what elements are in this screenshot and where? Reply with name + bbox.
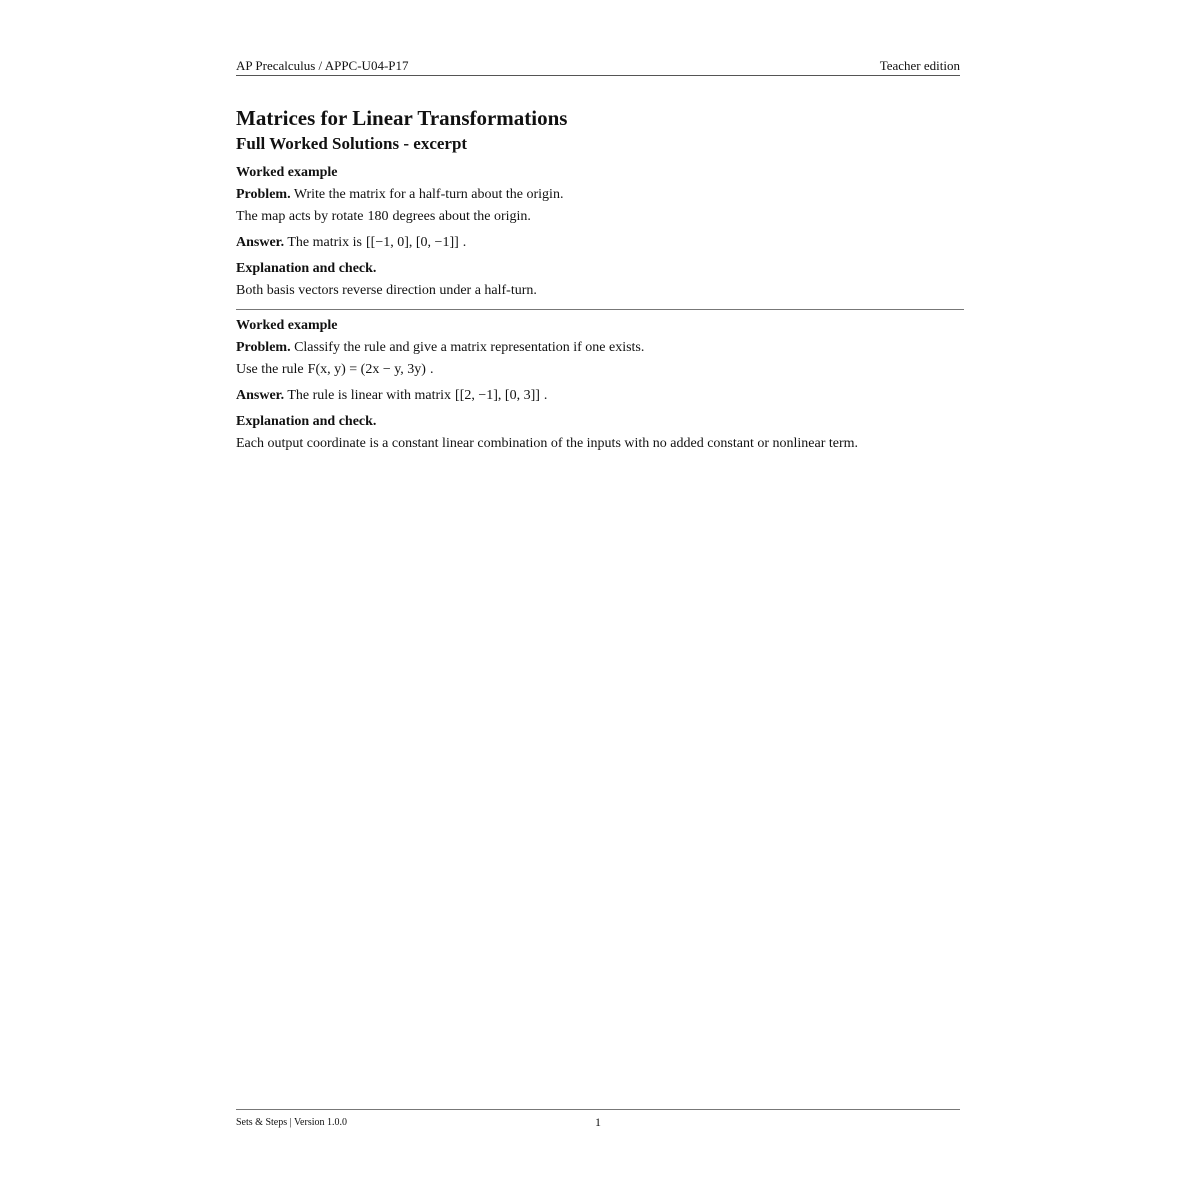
problem-text: Classify the rule and give a matrix representation if one exists. — [294, 340, 645, 355]
explanation-heading: Explanation and check. — [236, 414, 377, 429]
answer-end: . — [543, 388, 548, 403]
page-number: 1 — [595, 1115, 601, 1129]
problem-label: Problem. — [236, 340, 291, 355]
problem-setup — [236, 359, 964, 381]
setup-text-end: degrees about the origin. — [392, 209, 531, 224]
setup-text: Use the rule — [236, 362, 304, 377]
answer-math: [[−1, 0], [0, −1]] — [366, 235, 459, 250]
setup-math: F(x, y) = (2x − y, 3y) — [307, 362, 426, 377]
example-heading: Worked example — [236, 318, 338, 333]
document-body — [236, 104, 964, 455]
example-heading: Worked example — [236, 165, 338, 180]
explanation-heading: Explanation and check. — [236, 261, 377, 276]
answer-text: The matrix is — [287, 235, 363, 250]
answer-end: . — [462, 235, 467, 250]
example-divider — [236, 309, 964, 310]
setup-text: The map acts by rotate — [236, 209, 364, 224]
worked-example-2 — [236, 315, 964, 455]
footer-version: Sets & Steps | Version 1.0.0 — [236, 1117, 347, 1128]
problem-statement — [236, 184, 964, 206]
answer-line — [236, 232, 964, 254]
answer-math: [[2, −1], [0, 3]] — [455, 388, 540, 403]
explanation-text: Both basis vectors reverse direction under a half-turn. — [236, 283, 537, 298]
page-subtitle: Full Worked Solutions - excerpt — [236, 134, 468, 153]
answer-label: Answer. — [236, 235, 285, 250]
problem-label: Problem. — [236, 187, 291, 202]
answer-line — [236, 385, 964, 407]
problem-text: Write the matrix for a half-turn about the origin. — [293, 187, 564, 202]
answer-label: Answer. — [236, 388, 285, 403]
setup-text-end: . — [429, 362, 434, 377]
problem-statement — [236, 337, 964, 359]
answer-text: The rule is linear with matrix — [287, 388, 452, 403]
explanation-text: Each output coordinate is a constant linear combination of the inputs with no added constant or nonlinear term. — [236, 436, 859, 451]
setup-math: 180 — [367, 209, 389, 224]
worked-example-1 — [236, 162, 964, 302]
problem-setup — [236, 206, 964, 228]
page-header — [236, 58, 960, 76]
header-course-code: AP Precalculus / APPC-U04-P17 — [236, 58, 409, 73]
page-footer — [236, 1109, 960, 1129]
page-title: Matrices for Linear Transformations — [236, 106, 568, 130]
header-edition: Teacher edition — [879, 58, 960, 73]
